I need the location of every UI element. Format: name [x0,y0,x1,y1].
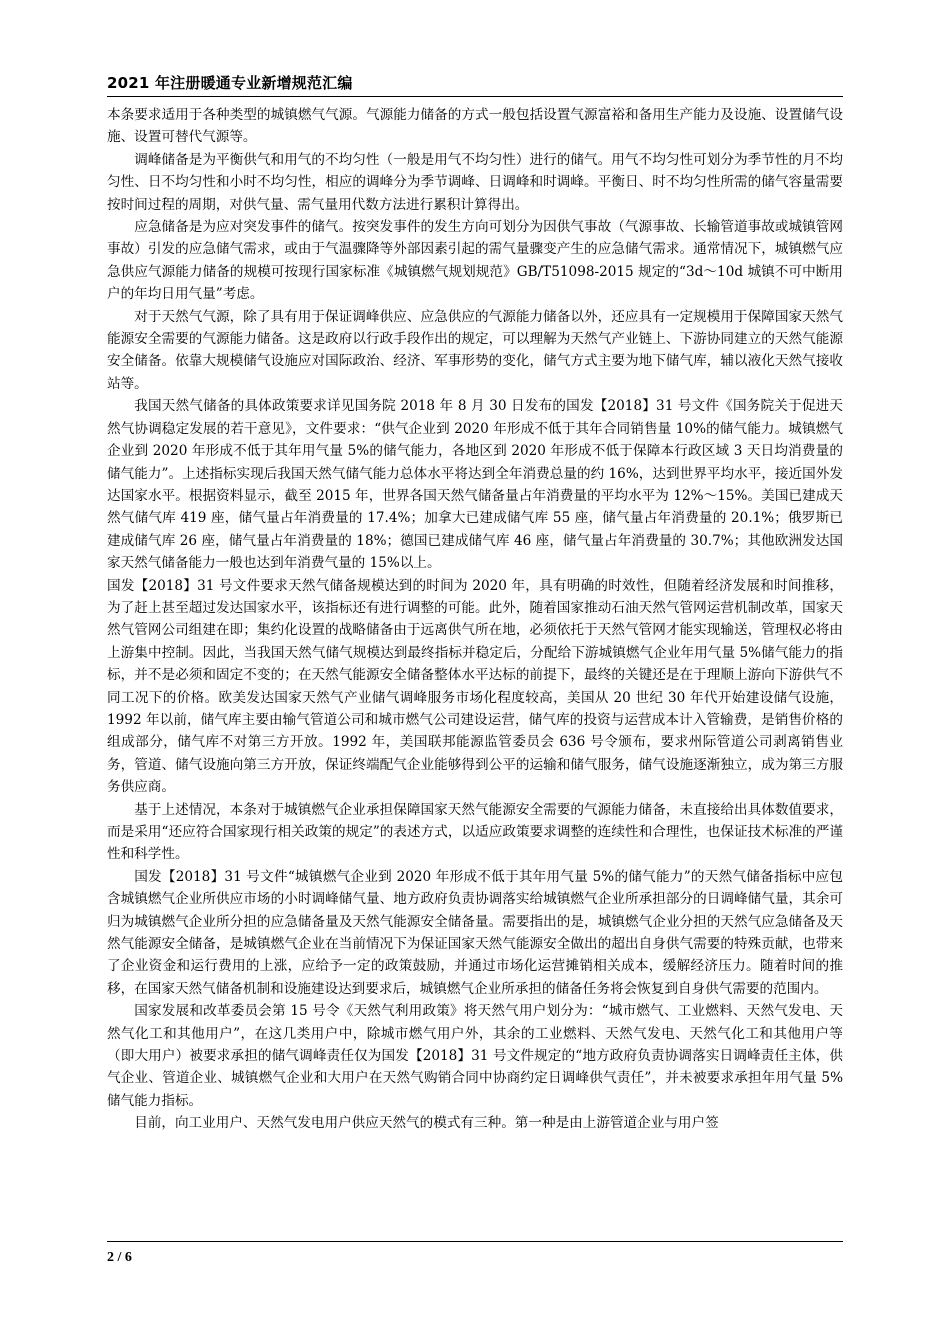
footer-divider [107,1241,843,1242]
paragraph: 国家发展和改革委员会第 15 号令《天然气利用政策》将天然气用户划分为：“城市燃气、工业燃料、天然气发电、天然气化工和其他用户”，在这几类用户中，除城市燃气用户外，其余的工业燃料、天然气发电、天然气化工和其他用户等（即大用户）被要求承担的储气调峰责任仅为国发【2018】31 号文件规定的“地方政府负责协调落实日调峰责任主体，供气企业、管道企业、城镇燃气企业和大用户在天然气购销合同中协商约定日调峰供气责任”，并未被要求承担年用气量 5%储气能力指标。 [107,1003,843,1109]
paragraph: 国发【2018】31 号文件要求天然气储备规模达到的时间为 2020 年，具有明确的时效性，但随着经济发展和时间推移，为了赶上甚至超过发达国家水平，该指标还有进行调整的可能。此外，随着国家推动石油天然气管网运营机制改革，国家天然气管网公司组建在即；集约化设置的战略储备由于远离供气所在地，必须依托于天然气管网才能实现输送，管理权必将由上游集中控制。因此，当我国天然气储气规模达到最终指标并稳定后，分配给下游城镇燃气企业年用气量 5%储气能力的指标，并不是必须和固定不变的；在天然气能源安全储备整体水平达标的前提下，最终的关键还是在于理顺上游向下游供气不同工况下的价格。欧美发达国家天然气产业储气调峰服务市场化程度较高，美国从 20 世纪 30 年代开始建设储气设施，1992 年以前，储气库主要由输气管道公司和城市燃气公司建设运营，储气库的投资与运营成本计入管输费，是销售价格的组成部分，储气库不对第三方开放。1992 年，美国联邦能源监管委员会 636 号令颁布，要求州际管道公司剥离销售业务，管道、储气设施向第三方开放，保证终端配气企业能够得到公平的运输和储气服务，储气设施逐渐独立，成为第三方服务供应商。 [107,577,843,796]
paragraph: 目前，向工业用户、天然气发电用户供应天然气的模式有三种。第一种是由上游管道企业与用户签 [134,1115,719,1132]
paragraph: 应急储备是为应对突发事件的储气。按突发事件的发生方向可划分为因供气事故（气源事故、长输管道事故或城镇管网事故）引发的应急储气需求，或由于气温骤降等外部因素引起的需气量骤变产生的应急储气需求。通常情况下，城镇燃气应急供应气源能力储备的规模可按现行国家标准《城镇燃气规划规范》GB/T51098-2015 规定的“3d～10d 城镇不可中断用户的年均日用气量”考虑。 [107,219,843,303]
page-header-title: 2021 年注册暖通专业新增规范汇编 [107,74,353,92]
page-number: 2 / 6 [107,1250,132,1265]
header-divider [107,96,843,97]
document-body [107,104,843,1135]
paragraph: 本条要求适用于各种类型的城镇燃气气源。气源能力储备的方式一般包括设置气源富裕和备用生产能力及设施、设置储气设施、设置可替代气源等。 [107,107,843,146]
paragraph: 国发【2018】31 号文件“城镇燃气企业到 2020 年形成不低于其年用气量 5%的储气能力”的天然气储备指标中应包含城镇燃气企业所供应市场的小时调峰储气量、地方政府负责协调落实给城镇燃气企业所承担部分的日调峰储气量，其余可归为城镇燃气企业所分担的应急储备量及天然气能源安全储备量。需要指出的是，城镇燃气企业分担的天然气应急储备及天然气能源安全储备，是城镇燃气企业在当前情况下为保证国家天然气能源安全做出的超出自身供气需要的特殊贡献，也带来了企业资金和运行费用的上涨，应给予一定的政策鼓励，并通过市场化运营摊销相关成本，缓解经济压力。随着时间的推移，在国家天然气储备机制和设施建设达到要求后，城镇燃气企业所承担的储备任务将会恢复到自身供气需要的范围内。 [107,868,843,997]
paragraph: 调峰储备是为平衡供气和用气的不均匀性（一般是用气不均匀性）进行的储气。用气不均匀性可划分为季节性的月不均匀性、日不均匀性和小时不均匀性，相应的调峰分为季节调峰、日调峰和时调峰。平衡日、时不均匀性所需的储气容量需要按时间过程的周期，对供气量、需气量用代数方法进行累积计算得出。 [107,151,843,213]
paragraph: 对于天然气气源，除了具有用于保证调峰供应、应急供应的气源能力储备以外，还应具有一定规模用于保障国家天然气能源安全需要的气源能力储备。这是政府以行政手段作出的规定，可以理解为天然气产业链上、下游协同建立的天然气能源安全储备。依靠大规模储气设施应对国际政治、经济、军事形势的变化，储气方式主要为地下储气库，辅以液化天然气接收站等。 [107,308,843,392]
paragraph: 基于上述情况，本条对于城镇燃气企业承担保障国家天然气能源安全需要的气源能力储备，未直接给出具体数值要求，而是采用“还应符合国家现行相关政策的规定”的表述方式，以适应政策要求调整的连续性和合理性，也保证技术标准的严谨性和科学性。 [107,801,843,863]
paragraph: 我国天然气储备的具体政策要求详见国务院 2018 年 8 月 30 日发布的国发【2018】31 号文件《国务院关于促进天然气协调稳定发展的若干意见》，文件要求：“供气企业到 2020 年形成不低于其年合同销售量 10%的储气能力。城镇燃气企业到 2020 年形成不低于其年用气量 5%的储气能力，各地区到 2020 年形成不低于保障本行政区域 3 天日均消费量的储气能力”。上述指标实现后我国天然气储气能力总体水平将达到全年消费总量的约 16%，达到世界平均水平，接近国外发达国家水平。根据资料显示，截至 2015 年，世界各国天然气储备量占年消费量的平均水平为 12%～15%。美国已建成天然气储气库 419 座，储气量占年消费量的 17.4%；加拿大已建成储气库 55 座，储气量占年消费量的 20.1%；俄罗斯已建成储气库 26 座，储气量占年消费量的 18%；德国已建成储气库 46 座，储气量占年消费量的 30.7%；其他欧洲发达国家天然气储备能力一般也达到年消费气量的 15%以上。 [107,398,843,572]
